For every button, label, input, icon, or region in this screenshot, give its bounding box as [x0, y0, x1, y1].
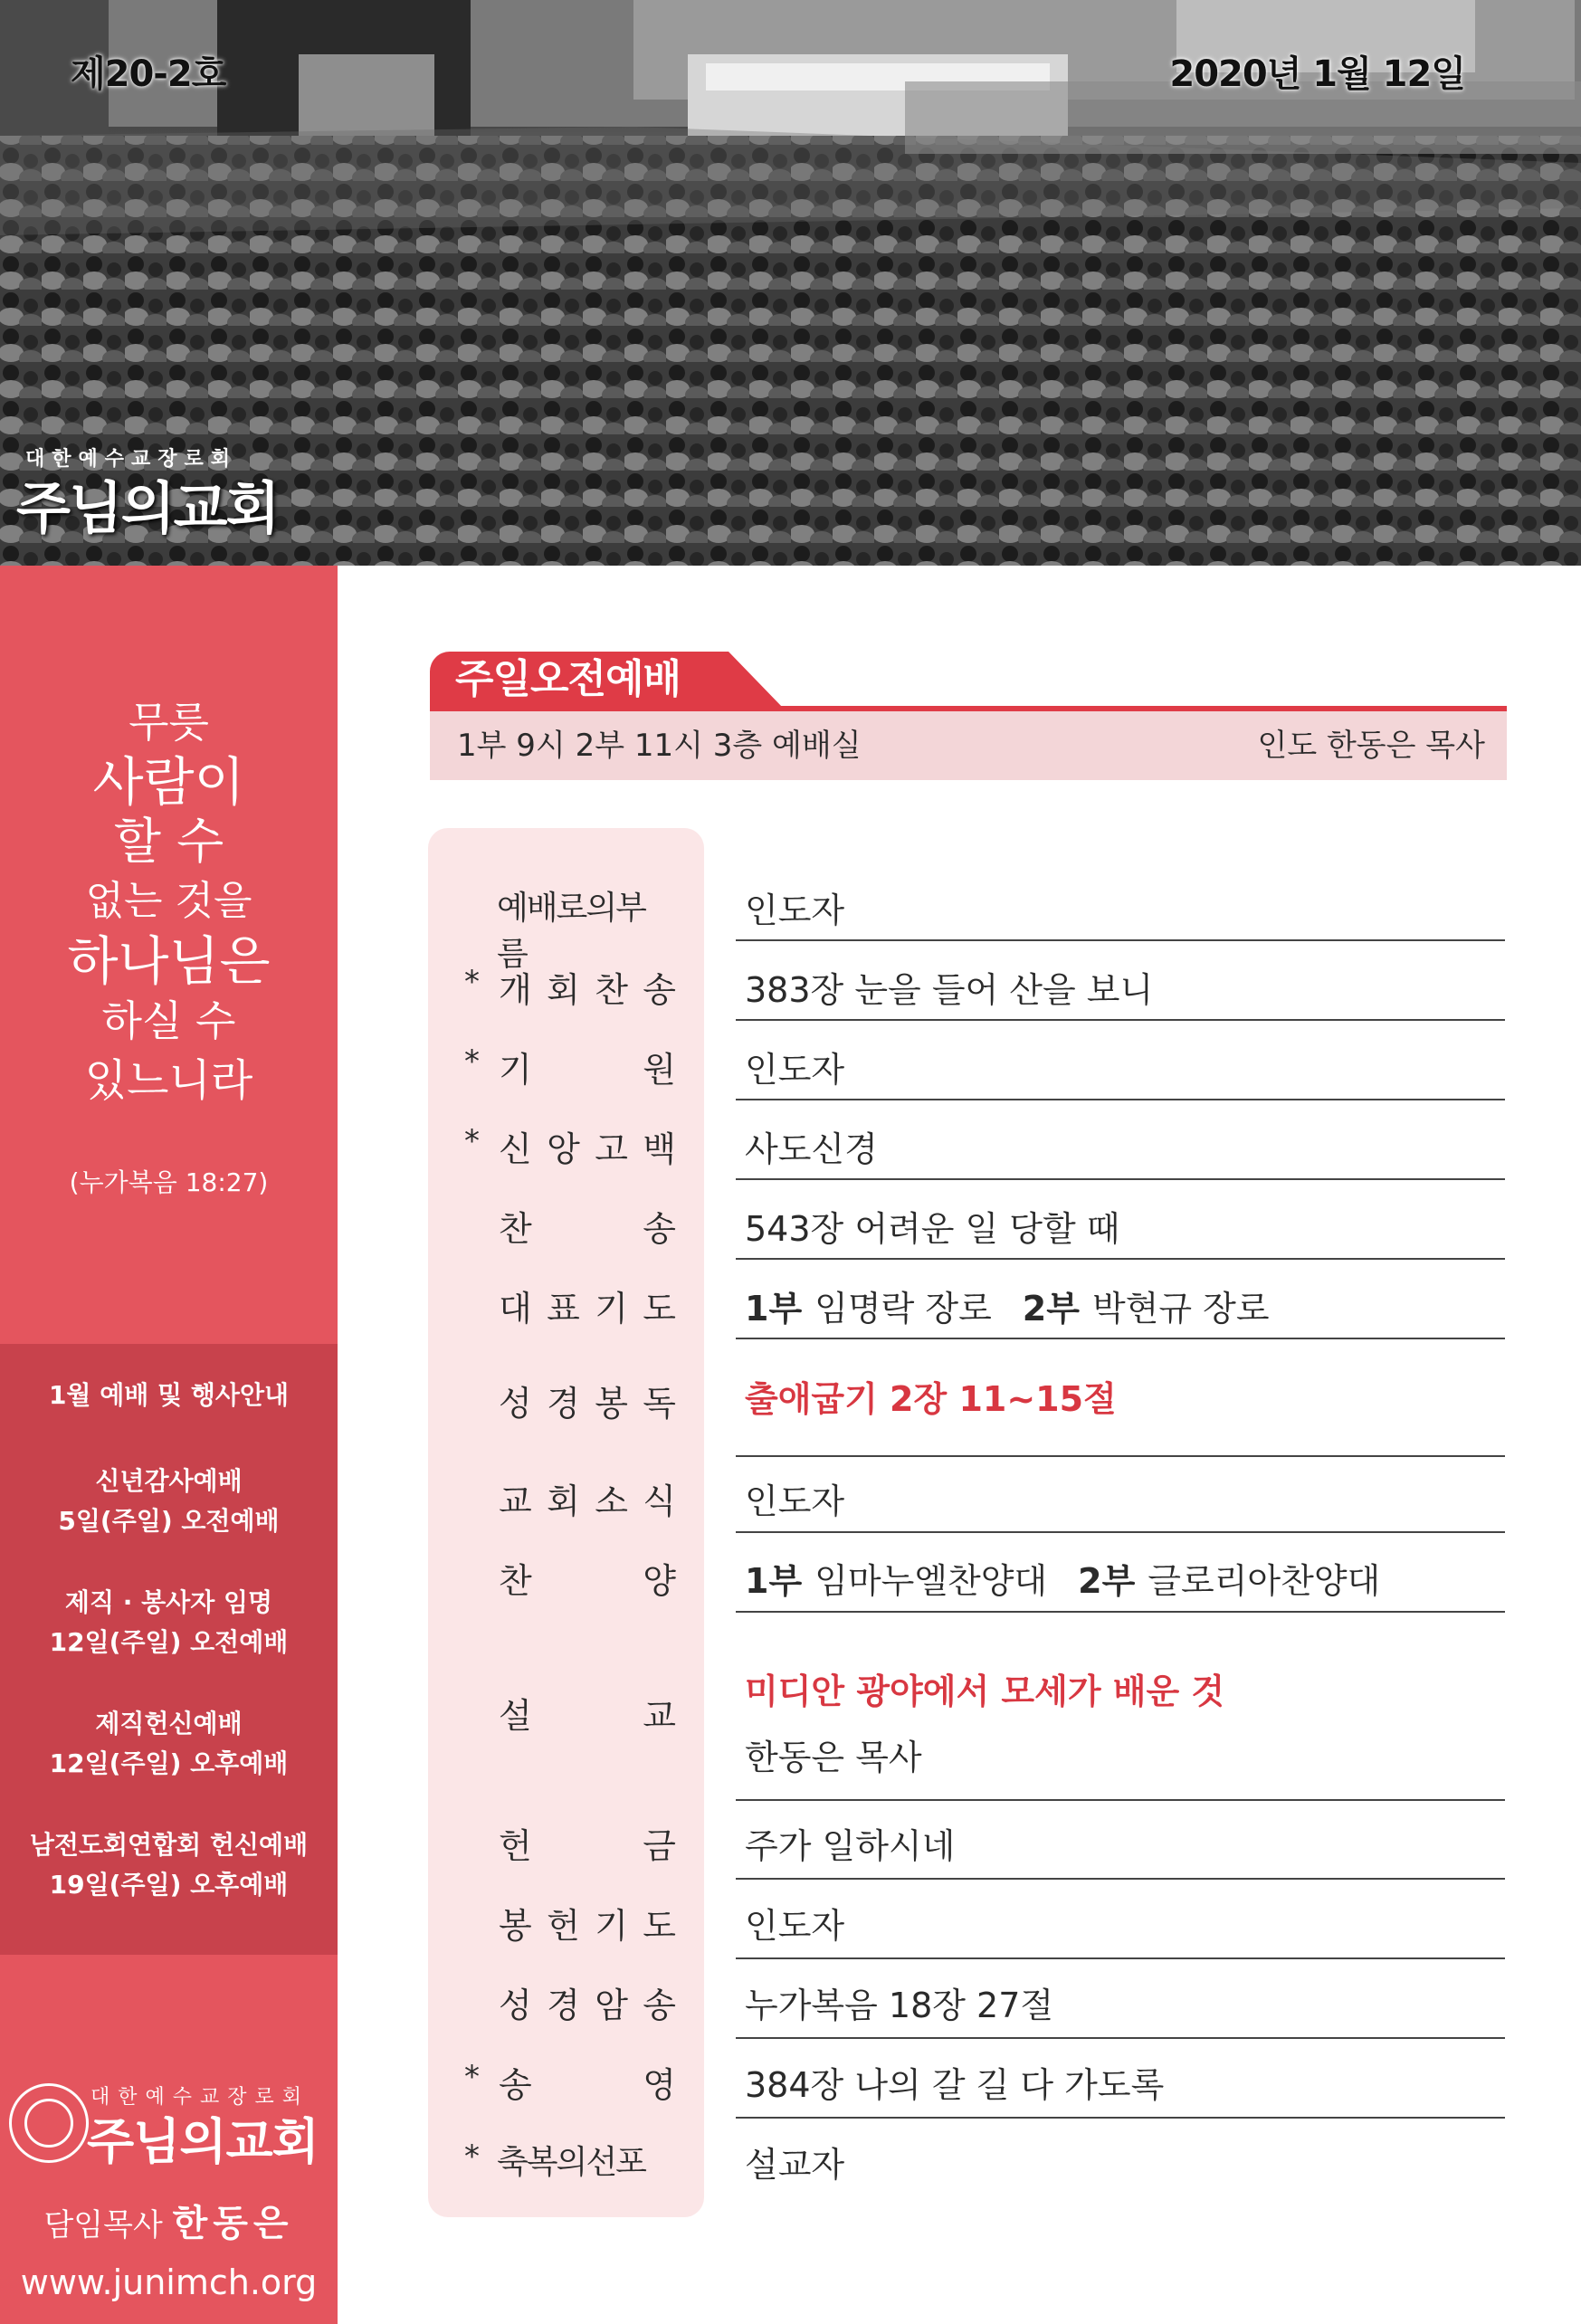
- verse-reference: (누가복음 18:27): [69, 1167, 269, 1197]
- row-divider: [736, 1258, 1505, 1260]
- order-value-text: 인도자: [745, 891, 845, 930]
- row-divider: [736, 1019, 1505, 1021]
- order-value-text: 384장 나의 갈 길 다 가도록: [745, 2065, 1165, 2105]
- order-value: [745, 882, 844, 932]
- row-divider: [736, 1531, 1505, 1533]
- order-value-text: 출애굽기 2장 11~15절: [745, 1379, 1117, 1419]
- event-name: 제직헌신예배: [95, 1709, 243, 1738]
- order-value-text: 미디안 광야에서 모세가 배운 것: [745, 1672, 1225, 1711]
- order-label-text: 봉 헌 기 도: [499, 1906, 676, 1946]
- order-value: [745, 962, 1153, 1012]
- part-value: 박현규 장로: [1091, 1289, 1270, 1329]
- row-divider: [736, 1099, 1505, 1100]
- order-value: [745, 1201, 1120, 1251]
- order-value: [745, 1898, 844, 1948]
- verse-line: 없는 것을: [85, 878, 252, 924]
- verse-line: 할 수: [113, 813, 224, 870]
- order-value: [745, 2057, 1164, 2107]
- standing-asterisk-icon: *: [464, 1123, 480, 1159]
- part-label: 2부: [1078, 1561, 1136, 1601]
- row-divider: [736, 1957, 1505, 1959]
- order-label-text: 성 경 봉 독: [499, 1384, 676, 1424]
- event-name: 제직 · 봉사자 임명: [64, 1587, 273, 1617]
- part-value: 임마누엘찬양대: [814, 1561, 1048, 1601]
- verse-line: 있느니라: [84, 1055, 253, 1106]
- sidebar: [0, 566, 338, 2324]
- order-value: [745, 1371, 1117, 1421]
- order-value: [745, 1977, 1053, 2027]
- logo-denomination: 대한예수교장로회: [90, 2086, 310, 2109]
- row-divider: [736, 1878, 1505, 1880]
- order-label-text: 송 영: [499, 2065, 676, 2105]
- bulletin-date: 2020년 1월 12일: [1169, 53, 1465, 95]
- website-link[interactable]: www.junimch.org: [20, 2262, 318, 2302]
- part-label: 1부: [745, 1561, 803, 1601]
- order-value-text: 누가복음 18장 27절: [745, 1986, 1054, 2025]
- order-value-text: 인도자: [745, 1906, 845, 1946]
- order-value-text: 주가 일하시네: [745, 1826, 956, 1866]
- order-label-text: 헌 금: [499, 1826, 676, 1866]
- order-value-text: 383장 눈을 들어 산을 보니: [745, 970, 1154, 1010]
- row-divider: [736, 2037, 1505, 2039]
- order-value: [745, 1818, 955, 1868]
- order-value: [745, 1553, 1380, 1603]
- order-label-text: 교 회 소 식: [499, 1481, 676, 1521]
- event-when: 19일(주일) 오후예배: [49, 1870, 289, 1900]
- row-divider: [736, 939, 1505, 941]
- event-item: [0, 1583, 338, 1662]
- verse-line: 하실 수: [101, 996, 236, 1045]
- part-value: 임명락 장로: [814, 1289, 992, 1329]
- order-value: [745, 1473, 844, 1523]
- event-item: [0, 1704, 338, 1784]
- verse-line: 사람이: [92, 751, 245, 813]
- order-value-text: 인도자: [745, 1050, 845, 1090]
- standing-asterisk-icon: *: [464, 964, 480, 1000]
- part-value: 글로리아찬양대: [1148, 1561, 1381, 1601]
- order-value: [745, 1042, 844, 1091]
- order-value-text: 543장 어려운 일 당할 때: [745, 1209, 1120, 1249]
- event-name: 신년감사예배: [95, 1466, 243, 1496]
- event-when: 5일(주일) 오전예배: [58, 1506, 280, 1536]
- order-value-text: 설교자: [745, 2145, 845, 2185]
- row-divider: [736, 2117, 1505, 2119]
- order-label-text: 축복의선포: [497, 2144, 645, 2181]
- preacher-name: 한동은 목사: [745, 1738, 922, 1777]
- row-divider: [736, 1611, 1505, 1613]
- order-label-text: 예배로의부름: [497, 890, 645, 973]
- row-divider: [736, 1799, 1505, 1801]
- header-photo: [0, 0, 1581, 566]
- order-label-text: 찬 송: [499, 1209, 676, 1249]
- service-title: 주일오전예배: [430, 652, 729, 708]
- photo-denomination: 대한예수교장로회: [25, 448, 238, 471]
- order-value: [745, 1121, 878, 1171]
- row-divider: [736, 1455, 1505, 1457]
- order-label-text: 설 교: [499, 1696, 676, 1736]
- senior-pastor: [0, 2195, 338, 2246]
- event-item: [0, 1825, 338, 1905]
- part-label: 1부: [745, 1289, 803, 1329]
- order-label-text: 찬 양: [499, 1561, 676, 1601]
- events-title: 1월 예배 및 행사안내: [48, 1380, 290, 1410]
- standing-asterisk-icon: *: [464, 2059, 480, 2095]
- photo-church-name: 주님의교회: [16, 475, 279, 541]
- order-value: [745, 2137, 844, 2186]
- verse-block: [0, 692, 338, 1110]
- verse-line: 하나님은: [67, 930, 271, 992]
- service-leader: 인도 한동은 목사: [1257, 728, 1485, 764]
- event-when: 12일(주일) 오후예배: [49, 1748, 289, 1778]
- order-label-text: 대 표 기 도: [499, 1289, 676, 1329]
- part-label: 2부: [1022, 1289, 1080, 1329]
- event-name: 남전도회연합회 헌신예배: [29, 1830, 309, 1860]
- event-item: [0, 1462, 338, 1541]
- standing-asterisk-icon: *: [464, 2138, 480, 2175]
- row-divider: [736, 1178, 1505, 1180]
- service-info-bar: [430, 711, 1507, 780]
- church-emblem-icon: [9, 2083, 89, 2163]
- service-times: 1부 9시 2부 11시 3층 예배실: [457, 728, 862, 764]
- order-label-text: 기 원: [499, 1050, 676, 1090]
- order-value: [745, 1663, 1224, 1779]
- event-when: 12일(주일) 오전예배: [49, 1627, 289, 1657]
- order-value-text: 사도신경: [745, 1129, 878, 1169]
- pastor-label: 담임목사: [43, 2207, 163, 2243]
- events-list: [0, 1376, 338, 1947]
- standing-asterisk-icon: *: [464, 1043, 480, 1080]
- row-divider: [736, 1338, 1505, 1339]
- order-label-text: 신 앙 고 백: [499, 1129, 676, 1169]
- pastor-name: 한동은: [172, 2203, 294, 2244]
- order-value: [745, 1281, 1270, 1330]
- order-value-text: 인도자: [745, 1481, 845, 1521]
- order-label-text: 성 경 암 송: [499, 1986, 676, 2025]
- order-label-text: 개 회 찬 송: [499, 970, 676, 1010]
- verse-line: 무릇: [129, 698, 209, 747]
- logo-church-name: 주님의교회: [87, 2113, 319, 2170]
- issue-number: 제20-2호: [71, 53, 226, 95]
